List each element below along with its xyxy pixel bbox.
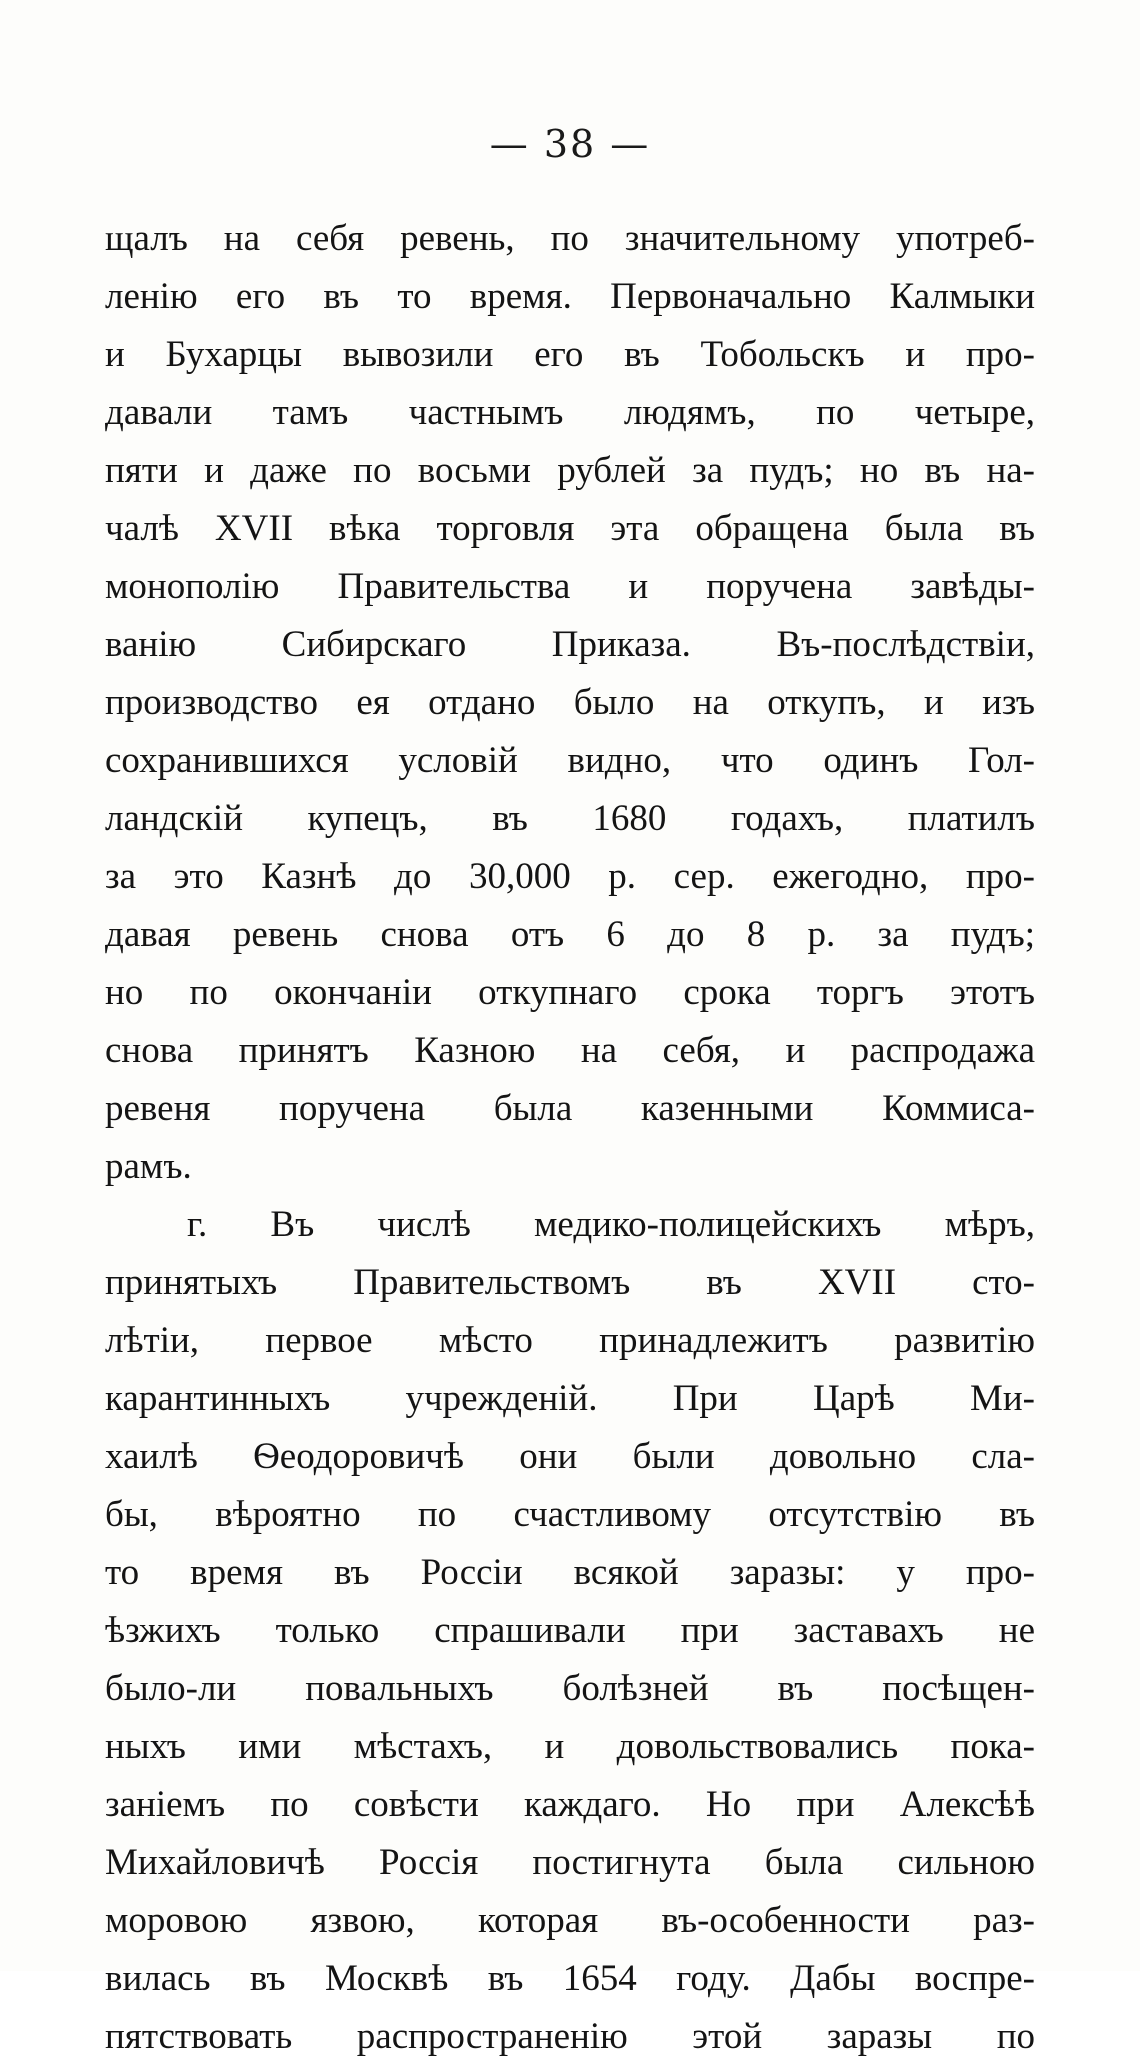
text-line: но по окончаніи откупнаго срока торгъ этотъ	[105, 972, 1035, 1013]
text-line: чалѣ XVII вѣка торговля эта обращена была въ	[105, 508, 1035, 549]
page-number: — 38 —	[489, 122, 651, 166]
text-line: принятыхъ Правительствомъ въ XVII сто-	[105, 1262, 1035, 1303]
text-line: сохранившихся условій видно, что одинъ Гол-	[105, 740, 1035, 781]
text-line: ѣзжихъ только спрашивали при заставахъ не	[105, 1610, 1035, 1651]
text-line: ванію Сибирскаго Приказа. Въ-послѣдствіи,	[105, 624, 1035, 665]
text-line: щалъ на себя ревень, по значительному употреб-	[105, 218, 1035, 259]
text-line-paragraph-end: рамъ.	[105, 1146, 192, 1187]
text-line: лѣтіи, первое мѣсто принадлежитъ развитію	[105, 1320, 1035, 1361]
text-line: хаилѣ Ѳеодоровичѣ они были довольно сла-	[105, 1436, 1035, 1477]
text-line: за это Казнѣ до 30,000 р. сер. ежегодно, про-	[105, 856, 1035, 897]
text-line: было-ли повальныхъ болѣзней въ посѣщен-	[105, 1668, 1035, 1709]
text-line: давая ревень снова отъ 6 до 8 р. за пудъ;	[105, 914, 1035, 955]
text-line: пяти и даже по восьми рублей за пудъ; но въ на-	[105, 450, 1035, 491]
text-line: давали тамъ частнымъ людямъ, по четыре,	[105, 392, 1035, 433]
text-line: снова принятъ Казною на себя, и распродажа	[105, 1030, 1035, 1071]
text-line: Михайловичѣ Россія постигнута была сильною	[105, 1842, 1035, 1883]
text-line: ныхъ ими мѣстахъ, и довольствовались пока-	[105, 1726, 1035, 1767]
text-line: производство ея отдано было на откупъ, и изъ	[105, 682, 1035, 723]
text-line: ландскій купецъ, въ 1680 годахъ, платилъ	[105, 798, 1035, 839]
text-line: моровою язвою, которая въ-особенности раз-	[105, 1900, 1035, 1941]
text-line: ревеня поручена была казенными Коммиса-	[105, 1088, 1035, 1129]
text-line: то время въ Россіи всякой заразы: у про-	[105, 1552, 1035, 1593]
text-line: карантинныхъ учрежденій. При Царѣ Ми-	[105, 1378, 1035, 1419]
text-line: и Бухарцы вывозили его въ Тобольскъ и про-	[105, 334, 1035, 375]
text-line: бы, вѣроятно по счастливому отсутствію въ	[105, 1494, 1035, 1535]
text-line: заніемъ по совѣсти каждаго. Но при Алексѣѣ	[105, 1784, 1035, 1825]
text-line: пятствовать распространенію этой заразы по	[105, 2016, 1035, 2057]
body-text	[105, 210, 1035, 2066]
text-line: монополію Правительства и поручена завѣды-	[105, 566, 1035, 607]
text-line: вилась въ Москвѣ въ 1654 году. Дабы воспре-	[105, 1958, 1035, 1999]
text-line: ленію его въ то время. Первоначально Калмыки	[105, 276, 1035, 317]
text-line-paragraph-start: г. Въ числѣ медико-полицейскихъ мѣръ,	[187, 1204, 1035, 1245]
